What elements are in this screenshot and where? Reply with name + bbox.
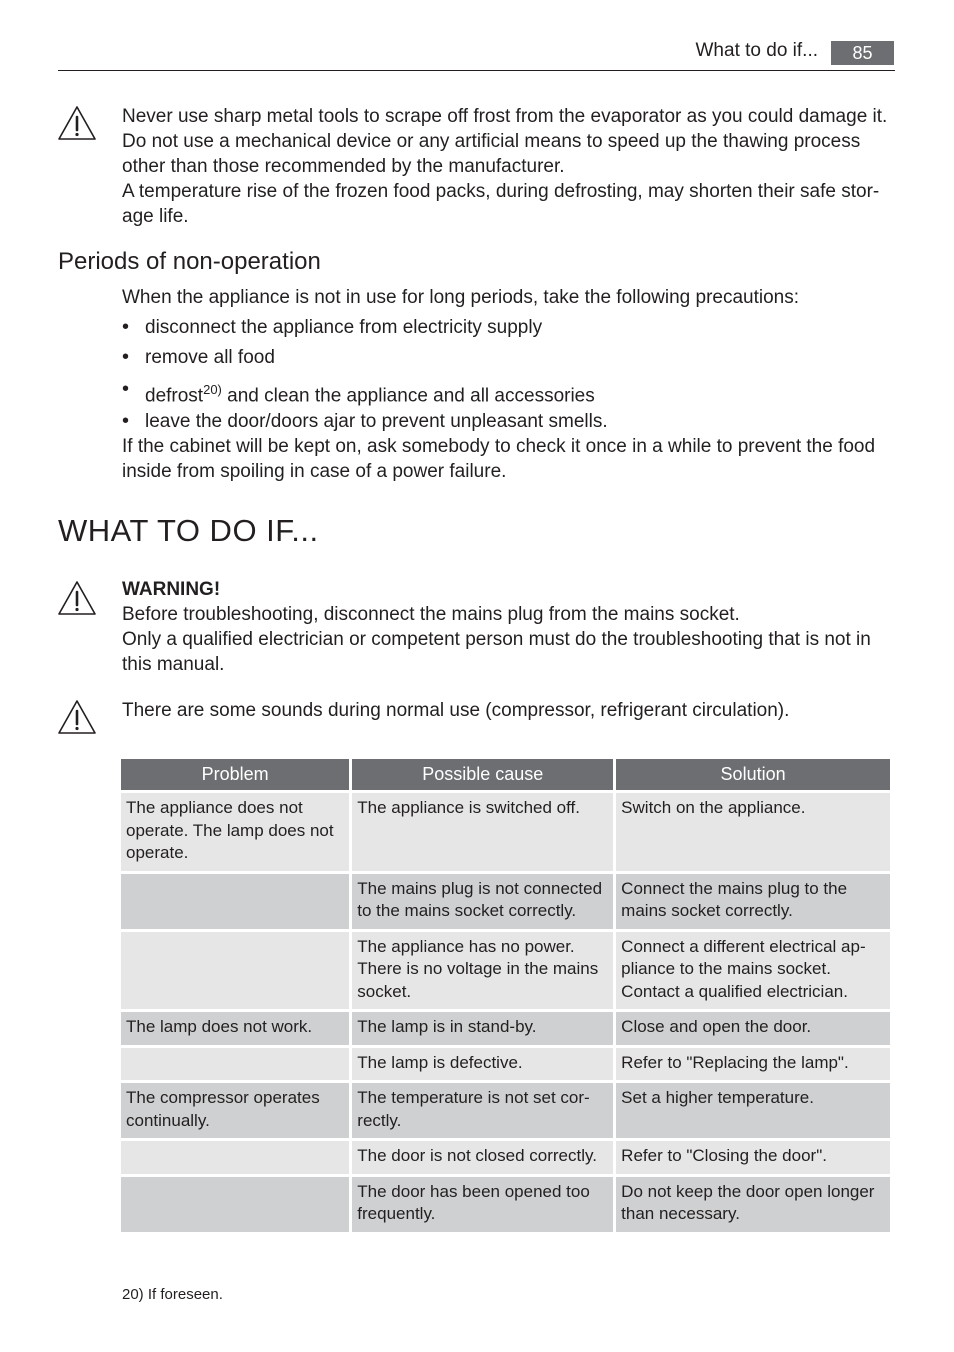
periods-heading: Periods of non-operation xyxy=(58,248,321,275)
footnote-ref: 20) xyxy=(203,382,222,397)
cause-cell: The lamp is defective. xyxy=(352,1048,613,1081)
cause-cell: The mains plug is not connected to the mains socket correctly. xyxy=(352,874,613,929)
bullet-icon: • xyxy=(122,378,130,400)
problem-cell: The lamp does not work. xyxy=(121,1012,349,1045)
cause-cell: The temperature is not set cor-rectly. xyxy=(352,1083,613,1138)
column-header-cause: Possible cause xyxy=(352,759,613,790)
periods-closing-line: If the cabinet will be kept on, ask somebody to check it once in a while to prevent the food xyxy=(122,436,876,457)
defrost-warning-text xyxy=(122,104,897,229)
list-item xyxy=(122,315,542,340)
problem-cell xyxy=(121,932,349,1010)
list-item-text: disconnect the appliance from electricity supply xyxy=(145,317,543,338)
warning-line: Before troubleshooting, disconnect the mains plug from the mains socket. xyxy=(122,604,740,625)
list-item-text-continued: and clean the appliance and all accessories xyxy=(221,385,595,407)
sounds-note: There are some sounds during normal use (compressor, refrigerant circulation). xyxy=(122,700,790,721)
defrost-warning-line: A temperature rise of the frozen food packs, during defrosting, may shorten their safe stor- xyxy=(122,181,880,202)
problem-cell: The appliance does not operate. The lamp does not operate. xyxy=(121,793,349,871)
table-row xyxy=(121,1012,890,1045)
table-row xyxy=(121,1141,890,1174)
solution-cell: Refer to "Closing the door". xyxy=(616,1141,890,1174)
cause-cell: The appliance is switched off. xyxy=(352,793,613,871)
solution-cell: Close and open the door. xyxy=(616,1012,890,1045)
footnote: 20) If foreseen. xyxy=(122,1286,223,1303)
bullet-icon: • xyxy=(122,410,130,432)
solution-cell: Connect the mains plug to the mains socket correctly. xyxy=(616,874,890,929)
list-item xyxy=(122,377,595,408)
warning-triangle-icon xyxy=(57,105,97,141)
table-row xyxy=(121,1083,890,1138)
table-row xyxy=(121,932,890,1010)
warning-label: WARNING! xyxy=(122,579,221,600)
table-row xyxy=(121,874,890,929)
defrost-warning-line: Never use sharp metal tools to scrape off frost from the evaporator as you could damage it. xyxy=(122,106,888,127)
periods-closing xyxy=(122,434,897,484)
cause-cell: The door has been opened too frequently. xyxy=(352,1177,613,1232)
table-header-row xyxy=(121,759,890,790)
list-item-text: remove all food xyxy=(145,347,275,368)
periods-intro: When the appliance is not in use for long periods, take the following precautions: xyxy=(122,287,800,308)
table-row xyxy=(121,1048,890,1081)
solution-cell: Do not keep the door open longer than necessary. xyxy=(616,1177,890,1232)
defrost-warning-line: Do not use a mechanical device or any artificial means to speed up the thawing process xyxy=(122,131,861,152)
cause-cell: The appliance has no power. There is no voltage in the mains socket. xyxy=(352,932,613,1010)
warning-line: this manual. xyxy=(122,654,225,675)
troubleshooting-table xyxy=(118,756,893,1235)
troubleshoot-warning xyxy=(122,577,897,677)
section-title: WHAT TO DO IF... xyxy=(58,513,319,548)
table-row xyxy=(121,793,890,871)
header-rule xyxy=(58,70,895,71)
solution-cell: Switch on the appliance. xyxy=(616,793,890,871)
list-item xyxy=(122,345,275,370)
defrost-warning-line: age life. xyxy=(122,206,189,227)
problem-cell xyxy=(121,1048,349,1081)
page-number: 85 xyxy=(831,41,894,65)
table-row xyxy=(121,1177,890,1232)
bullet-icon: • xyxy=(122,316,130,338)
column-header-problem: Problem xyxy=(121,759,349,790)
list-item-text: defrost xyxy=(145,385,204,407)
bullet-icon: • xyxy=(122,346,130,368)
periods-closing-line: inside from spoiling in case of a power failure. xyxy=(122,461,507,482)
problem-cell xyxy=(121,1177,349,1232)
cause-cell: The lamp is in stand-by. xyxy=(352,1012,613,1045)
solution-cell: Set a higher temperature. xyxy=(616,1083,890,1138)
solution-cell: Connect a different electrical ap-pliance to the mains socket. Contact a qualified electrician. xyxy=(616,932,890,1010)
problem-cell xyxy=(121,874,349,929)
defrost-warning-line: other than those recommended by the manufacturer. xyxy=(122,156,565,177)
cause-cell: The door is not closed correctly. xyxy=(352,1141,613,1174)
column-header-solution: Solution xyxy=(616,759,890,790)
warning-triangle-icon xyxy=(57,699,97,735)
problem-cell xyxy=(121,1141,349,1174)
solution-cell: Refer to "Replacing the lamp". xyxy=(616,1048,890,1081)
running-header: What to do if... xyxy=(695,40,818,61)
list-item xyxy=(122,409,608,434)
warning-triangle-icon xyxy=(57,580,97,616)
list-item-text: leave the door/doors ajar to prevent unpleasant smells. xyxy=(145,411,608,432)
problem-cell: The compressor operates continually. xyxy=(121,1083,349,1138)
warning-line: Only a qualified electrician or competent person must do the troubleshooting that is not in xyxy=(122,629,871,650)
